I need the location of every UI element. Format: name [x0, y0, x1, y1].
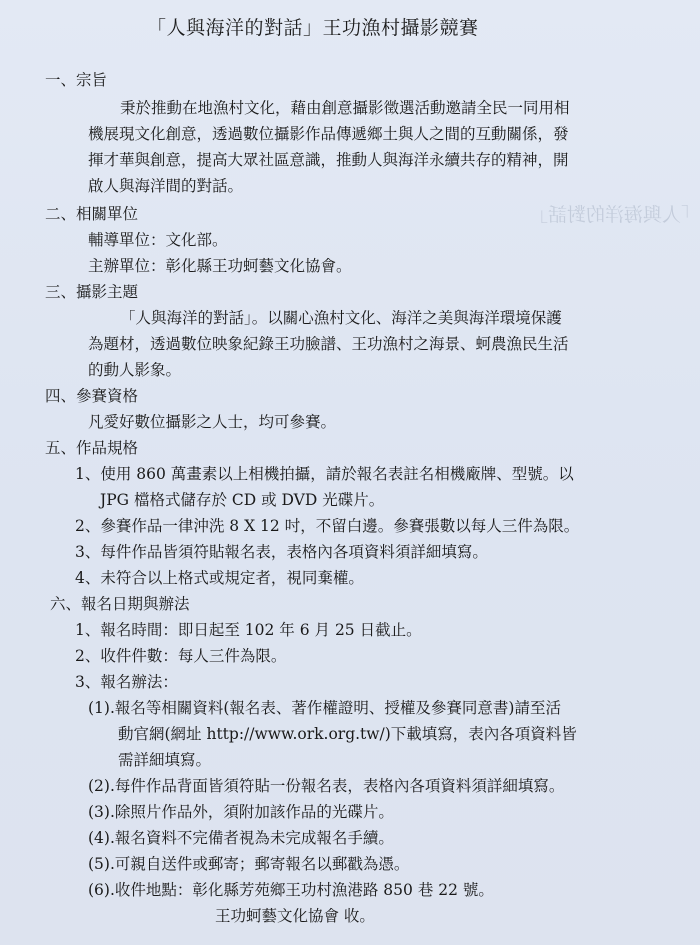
- bleed-through-text: 「人與海洋的對話」: [528, 204, 700, 226]
- registration-item-2: (2).每件作品背面皆須符貼一份報名表，表格內各項資料須詳細填寫。: [88, 777, 565, 795]
- specs-line-4: 3、每件作品皆須符貼報名表，表格內各項資料須詳細填寫。: [75, 543, 488, 561]
- registration-line-2: 2、收件件數：每人三件為限。: [75, 647, 287, 665]
- purpose-line-2: 機展現文化創意，透過數位攝影作品傳遞鄉土與人之間的互動關係，發: [88, 125, 569, 143]
- units-line-1: 輔導單位：文化部。: [88, 231, 228, 249]
- specs-line-2: JPG 檔格式儲存於 CD 或 DVD 光碟片。: [100, 491, 385, 509]
- registration-item-5: (5).可親自送件或郵寄；郵寄報名以郵戳為憑。: [88, 855, 410, 873]
- registration-item-1b: 動官網(網址 http://www.ork.org.tw/)下載填寫，表內各項資料皆: [118, 725, 577, 743]
- section-heading-purpose: 一、宗旨: [45, 71, 108, 89]
- purpose-line-1: 秉於推動在地漁村文化，藉由創意攝影徵選活動邀請全民一同用相: [120, 99, 570, 117]
- specs-line-5: 4、未符合以上格式或規定者，視同棄權。: [75, 569, 364, 587]
- section-heading-specs: 五、作品規格: [45, 439, 139, 457]
- purpose-line-3: 揮才華與創意，提高大眾社區意識，推動人與海洋永續共存的精神，開: [88, 151, 569, 169]
- theme-line-1: 「人與海洋的對話」。以關心漁村文化、海洋之美與海洋環境保護: [120, 309, 562, 327]
- eligibility-line-1: 凡愛好數位攝影之人士，均可參賽。: [88, 413, 337, 431]
- section-heading-units: 二、相關單位: [45, 205, 139, 223]
- registration-line-3: 3、報名辦法：: [75, 673, 178, 691]
- section-heading-theme: 三、攝影主題: [45, 283, 139, 301]
- units-line-2: 主辦單位：彰化縣王功蚵藝文化協會。: [88, 257, 352, 275]
- purpose-line-4: 啟人與海洋間的對話。: [88, 177, 244, 195]
- registration-item-1a: (1).報名等相關資料(報名表、著作權證明、授權及參賽同意書)請至活: [88, 699, 561, 717]
- registration-item-1c: 需詳細填寫。: [118, 751, 212, 769]
- document-title: 「人與海洋的對話」王功漁村攝影競賽: [147, 17, 479, 39]
- registration-line-1: 1、報名時間：即日起至 102 年 6 月 25 日截止。: [75, 621, 422, 639]
- theme-line-2: 為題材，透過數位映象紀錄王功臉譜、王功漁村之海景、蚵農漁民生活: [88, 335, 569, 353]
- recipient-line: 王功蚵藝文化協會 收。: [215, 907, 375, 925]
- theme-line-3: 的動人影象。: [88, 361, 182, 379]
- section-heading-eligibility: 四、參賽資格: [45, 387, 139, 405]
- registration-item-6: (6).收件地點：彰化縣芳苑鄉王功村漁港路 850 巷 22 號。: [88, 881, 494, 899]
- registration-item-4: (4).報名資料不完備者視為未完成報名手續。: [88, 829, 394, 847]
- specs-line-1: 1、使用 860 萬畫素以上相機拍攝，請於報名表註名相機廠牌、型號。以: [75, 465, 574, 483]
- registration-item-3: (3).除照片作品外，須附加該作品的光碟片。: [88, 803, 394, 821]
- section-heading-registration: 六、報名日期與辦法: [50, 595, 190, 613]
- specs-line-3: 2、參賽作品一律沖洗 8 X 12 吋，不留白邊。參賽張數以每人三件為限。: [75, 517, 580, 535]
